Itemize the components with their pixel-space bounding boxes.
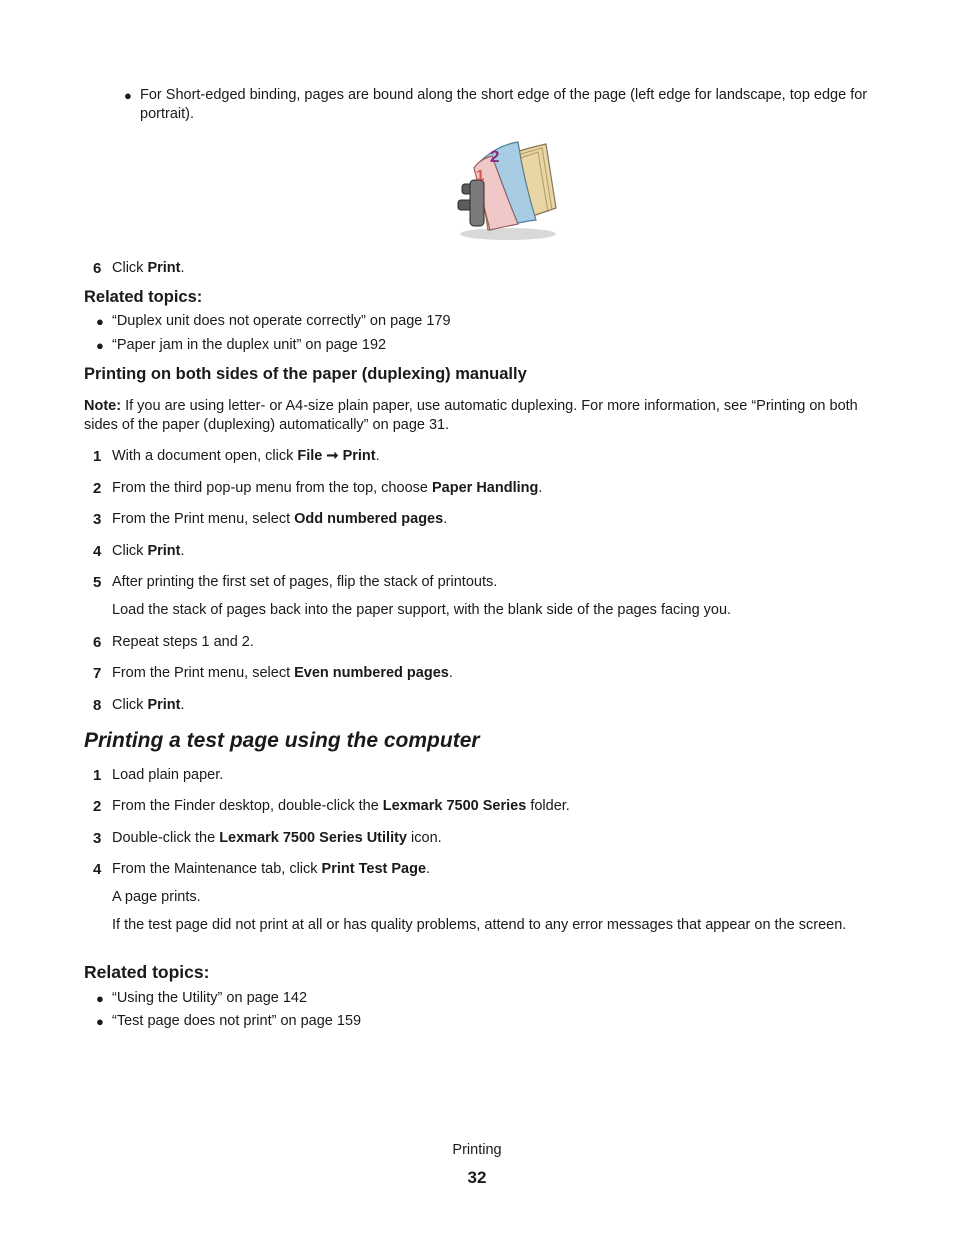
step-text: Click Print. — [112, 543, 185, 559]
step-number: 4 — [93, 861, 102, 878]
intro-bullet-text: For Short-edged binding, pages are bound along the short edge of the page (left edge for landscape, top edge for portrait). — [140, 87, 868, 122]
related-topics-heading: Related topics: — [84, 962, 210, 982]
step-number: 1 — [93, 448, 102, 465]
bullet-icon: ● — [96, 1014, 104, 1029]
step-text: Repeat steps 1 and 2. — [112, 634, 254, 650]
footer-chapter-label: Printing — [452, 1142, 502, 1158]
step-text: Click Print. — [112, 697, 185, 713]
step-text: With a document open, click File ➞ Print. — [112, 448, 380, 464]
step-text: Click Print. — [112, 260, 185, 276]
step-text: After printing the first set of pages, flip the stack of printouts. — [112, 574, 498, 590]
page-number-1: 1 — [476, 167, 485, 184]
note-paragraph: Note: If you are using letter- or A4-size plain paper, use automatic duplexing. For more information, see “Printing on both sides of the paper (duplexing) automatically” on page 31. — [84, 398, 858, 433]
step-text: From the Finder desktop, double-click the Lexmark 7500 Series folder. — [112, 798, 570, 814]
step-text: Load plain paper. — [112, 767, 224, 783]
page-number-2: 2 — [490, 147, 500, 166]
bullet-icon: ● — [96, 314, 104, 329]
step-number: 6 — [93, 634, 102, 651]
bullet-icon: ● — [96, 991, 104, 1006]
step-number: 7 — [93, 665, 102, 682]
related-topic-link[interactable]: “Test page does not print” on page 159 — [112, 1013, 362, 1029]
short-edge-binding-illustration — [448, 138, 564, 242]
step-number: 6 — [93, 260, 102, 277]
step-number: 4 — [93, 543, 102, 560]
section-heading: Printing on both sides of the paper (duplexing) manually — [84, 365, 527, 383]
step-number: 2 — [93, 480, 102, 497]
step-text: From the Maintenance tab, click Print Test Page. — [112, 861, 431, 877]
section-heading: Printing a test page using the computer — [84, 729, 480, 752]
related-topic-link[interactable]: “Paper jam in the duplex unit” on page 192 — [112, 337, 387, 353]
related-topics-heading: Related topics: — [84, 288, 203, 306]
step-number: 3 — [93, 511, 102, 528]
step-subtext: Load the stack of pages back into the paper support, with the blank side of the pages facing you. — [112, 602, 732, 618]
step-number: 5 — [93, 574, 102, 591]
step-text: From the Print menu, select Even numbered pages. — [112, 665, 453, 681]
step-text: Double-click the Lexmark 7500 Series Utility icon. — [112, 830, 442, 846]
step-number: 3 — [93, 830, 102, 847]
step-subtext: A page prints. — [112, 889, 201, 905]
related-topic-link[interactable]: “Using the Utility” on page 142 — [112, 990, 308, 1006]
step-number: 1 — [93, 767, 102, 784]
step-number: 2 — [93, 798, 102, 815]
arrow-icon: ➞ — [322, 448, 343, 464]
step-text: From the Print menu, select Odd numbered pages. — [112, 511, 448, 527]
bullet-icon: ● — [124, 88, 132, 103]
page-number: 32 — [467, 1168, 487, 1187]
step-number: 8 — [93, 697, 102, 714]
step-subtext: If the test page did not print at all or has quality problems, attend to any error messages that appear on the screen. — [112, 917, 847, 933]
related-topic-link[interactable]: “Duplex unit does not operate correctly” on page 179 — [112, 313, 451, 329]
bullet-icon: ● — [96, 338, 104, 353]
step-text: From the third pop-up menu from the top, choose Paper Handling. — [112, 480, 543, 496]
